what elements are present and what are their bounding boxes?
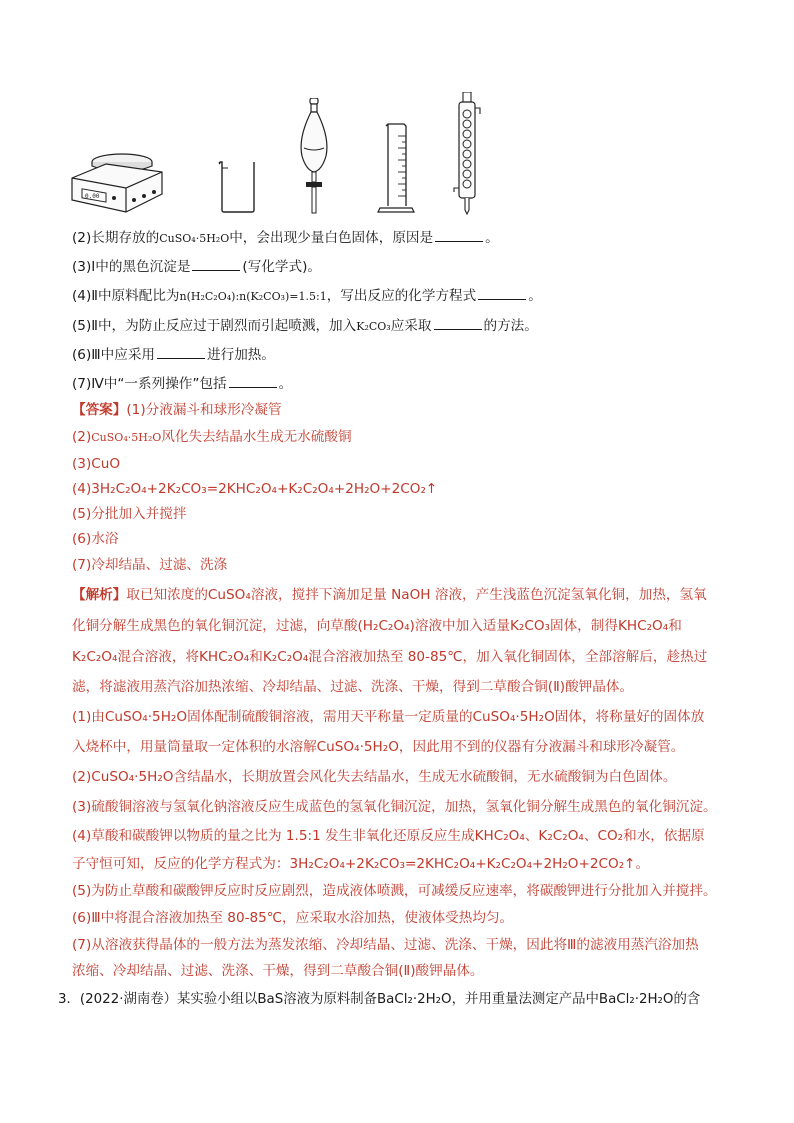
analysis-line: 滤，将滤液用蒸汽浴加热浓缩、冷却结晶、过滤、洗涤、干燥，得到二草酸合铜(Ⅱ)酸钾晶体。 [72,679,634,695]
balance-display: 0.00 [85,193,100,200]
electronic-balance-icon [66,148,166,214]
answer-6: (6)水浴 [72,531,119,547]
analysis-line: (5)为防止草酸和碳酸钾反应时反应剧烈，造成液体喷溅，可减缓反应速率，将碳酸钾进行分批加入并搅拌。 [72,883,717,899]
answer-blank[interactable] [435,228,483,242]
answer-blank[interactable] [192,257,240,271]
question-5: (5)Ⅱ中，为防止反应过于剧烈而引起喷溅，加入K₂CO₃应采取 的方法。 [72,318,538,334]
analysis-line: 子守恒可知，反应的化学方程式为：3H₂C₂O₄+2K₂CO₃=2KHC₂O₄+K₂C₂O₄+2H₂O+2CO₂↑。 [72,856,650,872]
analysis-line: 【解析】取已知浓度的CuSO₄溶液，搅拌下滴加足量 NaOH 溶液，产生浅蓝色沉淀氢氧化铜，加热，氢氧 [72,587,707,603]
answer-7: (7)冷却结晶、过滤、洗涤 [72,557,228,573]
apparatus-illustration [66,92,536,218]
analysis-line: (2)CuSO₄·5H₂O含结晶水，长期放置会风化失去结晶水，生成无水硫酸铜，无水硫酸铜为白色固体。 [72,769,677,785]
analysis-line: 入烧杯中，用量筒量取一定体积的水溶解CuSO₄·5H₂O，因此用不到的仪器有分液漏斗和球形冷凝管。 [72,739,685,755]
question-7: (7)Ⅳ中“一系列操作”包括 。 [72,376,293,392]
answer-blank[interactable] [478,286,526,300]
analysis-line: (7)从溶液获得晶体的一般方法为蒸发浓缩、冷却结晶、过滤、洗涤、干燥，因此将Ⅲ的滤液用蒸汽浴加热 [72,937,699,953]
question-4: (4)Ⅱ中原料配比为n(H₂C₂O₄):n(K₂CO₃)=1.5:1，写出反应的化学方程式 。 [72,288,542,304]
bulb-condenser-icon [452,92,482,216]
analysis-line: 浓缩、冷却结晶、过滤、洗涤、干燥，得到二草酸合铜(Ⅱ)酸钾晶体。 [72,963,484,979]
answer-tag: 【答案】 [72,402,127,418]
answer-blank[interactable] [229,374,277,388]
next-question: 3．(2022·湖南卷）某实验小组以BaS溶液为原料制备BaCl₂·2H₂O，并用重量法测定产品中BaCl₂·2H₂O的含 [58,992,701,1007]
analysis-line: K₂C₂O₄混合溶液，将KHC₂O₄和K₂C₂O₄混合溶液加热至 80-85℃，加入氧化铜固体，全部溶解后，趁热过 [72,649,708,665]
answer-4: (4)3H₂C₂O₄+2K₂CO₃=2KHC₂O₄+K₂C₂O₄+2H₂O+2CO₂↑ [72,481,438,497]
question-3: (3)Ⅰ中的黑色沉淀是 (写化学式)。 [72,259,321,275]
answer-1: 【答案】(1)分液漏斗和球形冷凝管 [72,402,282,418]
answer-3: (3)CuO [72,456,121,472]
answer-blank[interactable] [434,316,482,330]
question-2: (2)长期存放的CuSO₄·5H₂O中，会出现少量白色固体，原因是 。 [72,230,499,246]
analysis-line: (6)Ⅲ中将混合溶液加热至 80-85℃，应采取水浴加热，使液体受热均匀。 [72,910,514,926]
analysis-line: 化铜分解生成黑色的氧化铜沉淀，过滤，向草酸(H₂C₂O₄)溶液中加入适量K₂CO₃固体，制得KHC₂O₄和 [72,618,682,634]
question-6: (6)Ⅲ中应采用 进行加热。 [72,347,275,363]
analysis-line: (3)硫酸铜溶液与氢氧化钠溶液反应生成蓝色的氢氧化铜沉淀，加热，氢氧化铜分解生成黑色的氧化铜沉淀。 [72,799,717,815]
beaker-icon [216,160,260,214]
separatory-funnel-icon [294,98,334,216]
measuring-cylinder-icon [376,122,416,216]
answer-5: (5)分批加入并搅拌 [72,506,187,522]
analysis-line: (1)由CuSO₄·5H₂O固体配制硫酸铜溶液，需用天平称量一定质量的CuSO₄·5H₂O固体，将称量好的固体放 [72,709,705,725]
analysis-line: (4)草酸和碳酸钾以物质的量之比为 1.5:1 发生非氧化还原反应生成KHC₂O₄、K₂C₂O₄、CO₂和水，依据原 [72,828,705,844]
answer-2: (2)CuSO₄·5H₂O风化失去结晶水生成无水硫酸铜 [72,429,352,445]
answer-blank[interactable] [157,345,205,359]
analysis-tag: 【解析】 [72,587,127,603]
